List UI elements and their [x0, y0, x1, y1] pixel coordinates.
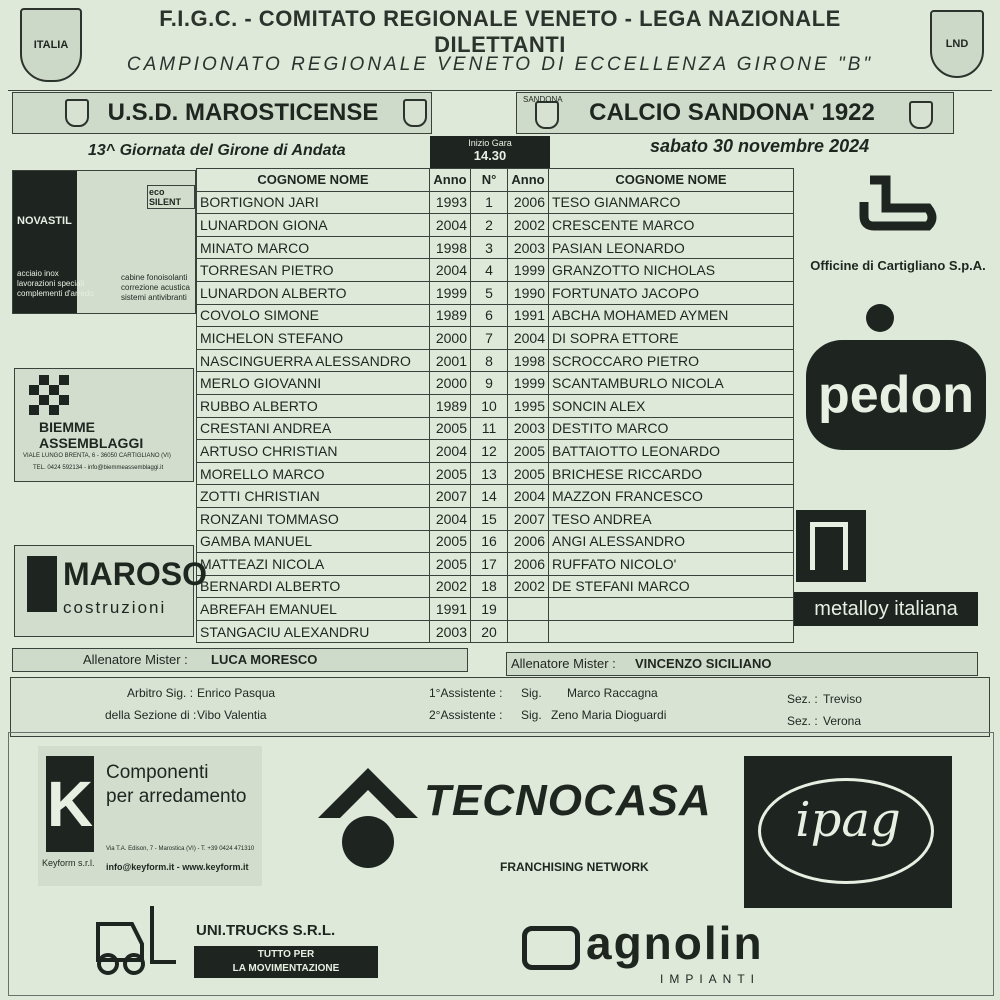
assistant2-section: Verona [823, 714, 862, 728]
referee-section-label: della Sezione di : [105, 708, 197, 722]
home-player-year: 2004 [430, 259, 471, 282]
home-player-name: STANGACIU ALEXANDRU [197, 620, 430, 643]
assistant1-label: 1°Assistente : [429, 686, 503, 700]
sponsor-keyform [38, 746, 262, 886]
col-away-year: Anno [508, 169, 549, 192]
sponsor-maroso [14, 545, 207, 637]
col-home-name: COGNOME NOME [197, 169, 430, 192]
shirt-number: 18 [471, 575, 508, 598]
home-player-name: ZOTTI CHRISTIAN [197, 485, 430, 508]
away-player-year: 2003 [508, 417, 549, 440]
away-team-bar [516, 92, 954, 134]
home-player-year: 1991 [430, 598, 471, 621]
keyform-logo-icon: K [46, 756, 94, 852]
shirt-number: 19 [471, 598, 508, 621]
crest-label: ITALIA [33, 39, 69, 51]
away-badge-label: SANDONA [523, 95, 563, 104]
shirt-number: 11 [471, 417, 508, 440]
table-row [197, 236, 794, 259]
crest-label: LND [945, 38, 969, 50]
table-row [197, 620, 794, 643]
home-player-year: 2000 [430, 372, 471, 395]
keyform-line2: per arredamento [106, 786, 247, 807]
novastil-line: lavorazioni speciali [17, 279, 85, 288]
away-player-year: 2006 [508, 553, 549, 576]
table-row [197, 507, 794, 530]
home-player-year: 2004 [430, 507, 471, 530]
home-player-name: MINATO MARCO [197, 236, 430, 259]
away-player-year: 2005 [508, 440, 549, 463]
home-player-year: 1999 [430, 281, 471, 304]
home-player-year: 2007 [430, 485, 471, 508]
away-player-year: 1998 [508, 349, 549, 372]
maroso-sub: costruzioni [63, 598, 167, 617]
sponsor-biemme [14, 368, 194, 482]
home-player-year: 2000 [430, 327, 471, 350]
home-player-year: 2002 [430, 575, 471, 598]
home-team-bar [12, 92, 432, 134]
home-player-name: MORELLO MARCO [197, 462, 430, 485]
tecnocasa-sub: FRANCHISING NETWORK [500, 860, 649, 874]
home-player-name: CRESTANI ANDREA [197, 417, 430, 440]
home-player-year: 2004 [430, 214, 471, 237]
table-row [197, 304, 794, 327]
home-shield-icon [65, 99, 89, 127]
shirt-number: 10 [471, 394, 508, 417]
home-player-year: 2005 [430, 530, 471, 553]
col-home-year: Anno [430, 169, 471, 192]
unitrucks-tagline [194, 946, 378, 978]
away-player-year: 2002 [508, 214, 549, 237]
home-player-year: 1989 [430, 304, 471, 327]
unitrucks-sub: TUTTO PER [257, 949, 315, 960]
away-player-year: 2002 [508, 575, 549, 598]
roster-table [196, 168, 794, 643]
shirt-number: 13 [471, 462, 508, 485]
keyform-name: Keyform s.r.l. [42, 858, 95, 868]
ipag-name: ipag [795, 792, 901, 848]
shirt-number: 7 [471, 327, 508, 350]
tecnocasa-name: TECNOCASA [424, 776, 712, 825]
home-player-name: RUBBO ALBERTO [197, 394, 430, 417]
away-player-name: ABCHA MOHAMED AYMEN [549, 304, 794, 327]
shirt-number: 17 [471, 553, 508, 576]
away-player-name [549, 598, 794, 621]
coach-label: Allenatore Mister : [511, 656, 616, 671]
away-player-name: TESO ANDREA [549, 507, 794, 530]
home-player-name: LUNARDON ALBERTO [197, 281, 430, 304]
biemme-name: BIEMME ASSEMBLAGGI [39, 419, 144, 451]
home-player-name: BORTIGNON JARI [197, 191, 430, 214]
maroso-name: MAROSO [63, 556, 207, 592]
keyform-address: Via T.A. Edison, 7 - Marostica (VI) - T. +39 0424 471310 [106, 846, 255, 852]
home-player-year: 2005 [430, 553, 471, 576]
away-player-year: 2004 [508, 327, 549, 350]
shirt-number: 4 [471, 259, 508, 282]
sponsor-novastil [12, 170, 196, 314]
sig-label: Sig. [521, 708, 542, 722]
referee-label: Arbitro Sig. : [127, 686, 194, 700]
away-player-name: ANGI ALESSANDRO [549, 530, 794, 553]
home-player-year: 2004 [430, 440, 471, 463]
biemme-logo-icon [29, 375, 69, 415]
keyform-web: info@keyform.it - www.keyform.it [106, 862, 249, 872]
novastil-name: NOVASTIL [17, 215, 72, 227]
home-coach-name: LUCA MORESCO [211, 652, 318, 667]
away-player-name: SONCIN ALEX [549, 394, 794, 417]
novastil-line: acciaio inox [17, 269, 59, 278]
cartigliano-name: Officine di Cartigliano S.p.A. [810, 258, 986, 273]
home-team-name: U.S.D. MAROSTICENSE [107, 99, 379, 126]
pedon-logo: pedon [806, 340, 986, 450]
away-player-year: 1999 [508, 372, 549, 395]
away-shield-icon [535, 101, 559, 129]
biemme-contact: TEL. 0424 592134 - info@biemmeassemblaggi.it [33, 465, 164, 471]
assistant2-name: Zeno Maria Dioguardi [551, 708, 667, 722]
away-player-name: CRESCENTE MARCO [549, 214, 794, 237]
novastil-line: complementi d'arredo [17, 289, 94, 298]
table-row [197, 598, 794, 621]
kickoff-time: 14.30 [473, 148, 507, 163]
roster-header-row [197, 169, 794, 192]
home-player-name: ABREFAH EMANUEL [197, 598, 430, 621]
assistant1-name: Marco Raccagna [567, 686, 658, 700]
sez-label: Sez. : [787, 692, 818, 706]
away-player-year: 1999 [508, 259, 549, 282]
table-row [197, 372, 794, 395]
away-player-year: 1990 [508, 281, 549, 304]
table-row [197, 259, 794, 282]
coach-label: Allenatore Mister : [83, 652, 188, 667]
page-subtitle: CAMPIONATO REGIONALE VENETO DI ECCELLENZA GIRONE "B" [126, 54, 874, 75]
shirt-number: 3 [471, 236, 508, 259]
table-row [197, 281, 794, 304]
home-player-name: GAMBA MANUEL [197, 530, 430, 553]
away-player-name: DI SOPRA ETTORE [549, 327, 794, 350]
home-player-name: LUNARDON GIONA [197, 214, 430, 237]
table-row [197, 462, 794, 485]
sponsor-ipag [744, 756, 952, 908]
metalloy-name: metalloy italiana [794, 592, 978, 626]
away-player-year: 2005 [508, 462, 549, 485]
home-player-name: BERNARDI ALBERTO [197, 575, 430, 598]
italia-crest [20, 8, 82, 82]
away-player-name: BRICHESE RICCARDO [549, 462, 794, 485]
away-player-name: DE STEFANI MARCO [549, 575, 794, 598]
home-player-name: ARTUSO CHRISTIAN [197, 440, 430, 463]
lnd-crest [930, 10, 984, 78]
home-player-year: 2001 [430, 349, 471, 372]
away-player-name: DESTITO MARCO [549, 417, 794, 440]
referee-section: Vibo Valentia [197, 708, 267, 722]
away-player-year [508, 598, 549, 621]
table-row [197, 575, 794, 598]
away-team-name: CALCIO SANDONA' 1922 [589, 99, 875, 126]
referee-name: Enrico Pasqua [197, 686, 276, 700]
col-away-name: COGNOME NOME [549, 169, 794, 192]
away-player-name: GRANZOTTO NICHOLAS [549, 259, 794, 282]
shirt-number: 14 [471, 485, 508, 508]
away-coach-name: VINCENZO SICILIANO [635, 656, 772, 671]
away-player-name: PASIAN LEONARDO [549, 236, 794, 259]
sez-label: Sez. : [787, 714, 818, 728]
home-player-year: 2005 [430, 462, 471, 485]
away-player-name: SCANTAMBURLO NICOLA [549, 372, 794, 395]
table-row [197, 349, 794, 372]
home-player-year: 2005 [430, 417, 471, 440]
home-player-year: 1989 [430, 394, 471, 417]
home-player-year: 1998 [430, 236, 471, 259]
shirt-number: 20 [471, 620, 508, 643]
away-player-year: 2006 [508, 191, 549, 214]
table-row [197, 417, 794, 440]
table-row [197, 214, 794, 237]
home-player-name: MERLO GIOVANNI [197, 372, 430, 395]
home-player-name: COVOLO SIMONE [197, 304, 430, 327]
table-row [197, 394, 794, 417]
round-label: 13^ Giornata del Girone di Andata [88, 142, 346, 159]
home-player-name: RONZANI TOMMASO [197, 507, 430, 530]
away-player-name: MAZZON FRANCESCO [549, 485, 794, 508]
away-player-name [549, 620, 794, 643]
officials-box [10, 677, 990, 737]
shirt-number: 1 [471, 191, 508, 214]
ecosilent-line: correzione acustica [121, 283, 190, 292]
cartigliano-logo-icon [858, 172, 938, 236]
home-player-name: NASCINGUERRA ALESSANDRO [197, 349, 430, 372]
ecosilent-line: sistemi antivibranti [121, 293, 187, 302]
col-number: N° [471, 169, 508, 192]
ecosilent-logo: eco SILENT [147, 185, 195, 209]
away-player-name: FORTUNATO JACOPO [549, 281, 794, 304]
away-player-name: BATTAIOTTO LEONARDO [549, 440, 794, 463]
kickoff-box [430, 136, 550, 168]
shirt-number: 12 [471, 440, 508, 463]
table-row [197, 485, 794, 508]
away-player-year: 2004 [508, 485, 549, 508]
away-player-name: TESO GIANMARCO [549, 191, 794, 214]
assistant1-section: Treviso [823, 692, 862, 706]
match-date: sabato 30 novembre 2024 [650, 136, 870, 156]
divider [8, 90, 992, 91]
home-player-name: TORRESAN PIETRO [197, 259, 430, 282]
away-shield-icon [909, 101, 933, 129]
sig-label: Sig. [521, 686, 542, 700]
forklift-icon [80, 900, 180, 976]
biemme-address: VIALE LUNGO BRENTA, 6 - 36050 CARTIGLIANO (VI) [23, 453, 171, 459]
kickoff-label: Inizio Gara [468, 138, 512, 148]
table-row [197, 327, 794, 350]
table-row [197, 530, 794, 553]
away-player-year: 2003 [508, 236, 549, 259]
shirt-number: 15 [471, 507, 508, 530]
page-title: F.I.G.C. - COMITATO REGIONALE VENETO - LEGA NAZIONALE DILETTANTI [159, 6, 841, 57]
home-player-year: 2003 [430, 620, 471, 643]
ecosilent-line: cabine fonoisolanti [121, 273, 188, 282]
shirt-number: 8 [471, 349, 508, 372]
maroso-logo-icon [27, 556, 57, 612]
assistant2-label: 2°Assistente : [429, 708, 503, 722]
away-player-year: 1995 [508, 394, 549, 417]
home-player-name: MICHELON STEFANO [197, 327, 430, 350]
pedon-dot-icon [866, 304, 894, 332]
away-coach-bar [506, 652, 978, 676]
away-player-year [508, 620, 549, 643]
shirt-number: 9 [471, 372, 508, 395]
agnolin-logo-icon [522, 926, 580, 970]
metalloy-logo-icon [796, 510, 866, 582]
away-player-name: SCROCCARO PIETRO [549, 349, 794, 372]
away-player-name: RUFFATO NICOLO' [549, 553, 794, 576]
table-row [197, 191, 794, 214]
shirt-number: 2 [471, 214, 508, 237]
home-coach-bar [12, 648, 468, 672]
home-shield-icon [403, 99, 427, 127]
shirt-number: 16 [471, 530, 508, 553]
away-player-year: 2006 [508, 530, 549, 553]
table-row [197, 440, 794, 463]
table-row [197, 553, 794, 576]
home-player-name: MATTEAZI NICOLA [197, 553, 430, 576]
home-player-year: 1993 [430, 191, 471, 214]
agnolin-name: agnolin [586, 917, 764, 969]
unitrucks-sub: LA MOVIMENTAZIONE [232, 963, 340, 974]
away-player-year: 2007 [508, 507, 549, 530]
unitrucks-name: UNI.TRUCKS S.R.L. [196, 922, 336, 939]
agnolin-sub: IMPIANTI [660, 972, 761, 986]
shirt-number: 6 [471, 304, 508, 327]
keyform-line1: Componenti [106, 762, 209, 783]
away-player-year: 1991 [508, 304, 549, 327]
shirt-number: 5 [471, 281, 508, 304]
tecnocasa-logo-icon [312, 760, 424, 872]
